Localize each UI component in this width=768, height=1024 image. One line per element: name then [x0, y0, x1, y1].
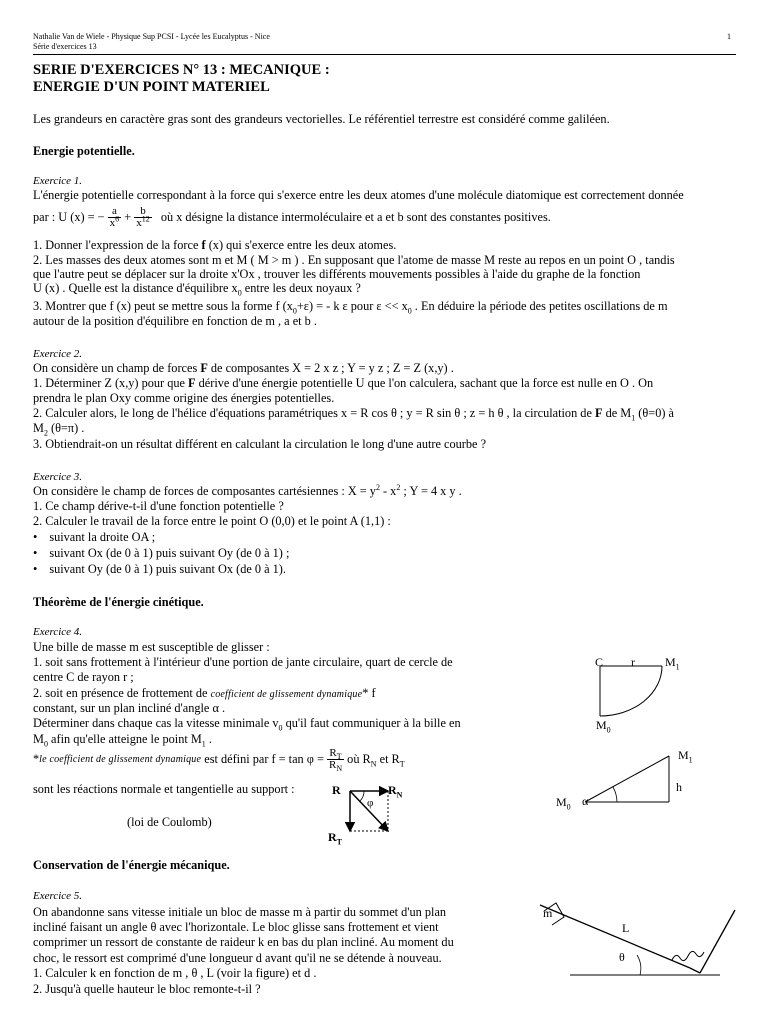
vector-label-r: R [332, 783, 341, 797]
ex4-footnote-fraction: $\frac{R_T}{R_N}$ [328, 747, 343, 774]
fig-label-m0: $M_0$ [596, 718, 611, 735]
intro-text: Les grandeurs en caractère gras sont des grandeurs vectorielles. Le référentiel terrestre est considéré comme galiléen. [33, 112, 610, 126]
ex5-question-1: 1. Calculer k en fonction de m , θ , L (voir la figure) et d . [33, 966, 317, 980]
spring-icon [672, 951, 704, 960]
ex3-question-2: 2. Calculer le travail de la force entre le point O (0,0) et le point A (1,1) : [33, 514, 391, 528]
ex4-question-2-line2: constant, sur un plan incliné d'angle α . [33, 701, 226, 715]
vector-label-rt: $R_T$ [328, 830, 343, 847]
ex2-question-1-line2: prendra le plan Oxy comme origine des énergies potentielles. [33, 391, 335, 405]
ex5-line2: incliné faisant un angle θ avec l'horizontale. Le bloc glisse sans frottement et vient [33, 920, 439, 934]
ex3-bullet-1: • suivant la droite OA ; [33, 530, 156, 544]
section-title-energie-potentielle: Energie potentielle. [33, 144, 135, 158]
page-title-line1: SERIE D'EXERCICES N° 13 : MECANIQUE : [33, 62, 330, 78]
bullet-icon: • [33, 546, 38, 560]
ex4-question-1-line1: 1. soit sans frottement à l'intérieur d'une portion de jante circulaire, quart de cercle de [33, 655, 453, 669]
ex1-line1: L'énergie potentielle correspondant à la force qui s'exerce entre les deux atomes d'une molécule diatomique est correctement donnée [33, 188, 684, 202]
alpha-arc [613, 787, 617, 802]
quarter-circle-arc [600, 666, 662, 716]
ex5-line1: On abandonne sans vitesse initiale un bloc de masse m à partir du sommet d'un plan [33, 905, 447, 919]
ex4-question-1-line2: centre C de rayon r ; [33, 670, 134, 684]
header-series: Série d'exercices 13 [33, 42, 97, 51]
ex4-line1: Une bille de masse m est susceptible de glisser : [33, 640, 270, 654]
ex3-bullet-2: • suivant Ox (de 0 à 1) puis suivant Oy (de 0 à 1) ; [33, 546, 290, 560]
fig2-label-h: h [676, 780, 682, 794]
vector-label-phi: φ [367, 797, 374, 809]
ex1-formula-line: par : U (x) = − $\frac{a}{x^6}$ + $\frac{b}{x^{12}}$ où x désigne la distance intermoléculaire et a et b sont des constantes positives. [33, 205, 551, 229]
ex2-question-3: 3. Obtiendrait-on un résultat différent en calculant la circulation le long d'une autre courbe ? [33, 437, 487, 451]
ex4-determine-line1: Déterminer dans chaque cas la vitesse minimale $v_0$ qu'il faut communiquer à la bille en [33, 716, 461, 733]
ex4-footnote-line1: *le coefficient de glissement dynamique est défini par f = tan φ = $\frac{R_T}{R_N}$ où $R_N$ et $R_T$ [33, 747, 405, 774]
exercise-1-label: Exercice 1. [33, 175, 83, 187]
header-author: Nathalie Van de Wiele - Physique Sup PCSI - Lycée les Eucalyptus - Nice [33, 32, 270, 41]
page-number: 1 [727, 32, 731, 41]
fig-label-r: r [631, 655, 635, 669]
ex2-question-2-line1: 2. Calculer alors, le long de l'hélice d'équations paramétriques x = R cos θ ; y = R sin θ ; z = h θ , la circulation de F de $M_1$ (θ=0) à [33, 406, 674, 423]
phi-arc [360, 791, 364, 801]
theta-arc [637, 955, 641, 975]
ex1-question-2-line2: que l'autre peut se déplacer sur la droite x'Ox , trouver les différents mouvements possibles à l'aide du graphe de la fonction [33, 267, 641, 281]
fig3-label-l: L [622, 921, 630, 935]
fig3-label-m: m [543, 906, 553, 920]
ex5-line4: choc, le ressort est comprimé d'une longueur d avant qu'il ne se détende à nouveau. [33, 951, 442, 965]
ex1-question-1: 1. Donner l'expression de la force f (x) qui s'exerce entre les deux atomes. [33, 238, 397, 252]
section-title-conservation: Conservation de l'énergie mécanique. [33, 858, 230, 872]
ex4-footnote-line2: sont les réactions normale et tangentielle au support : [33, 782, 295, 796]
ex4-question-2-line1: 2. soit en présence de frottement de coefficient de glissement dynamique* f [33, 686, 376, 700]
ex2-question-1-line1: 1. Déterminer Z (x,y) pour que F dérive d'une énergie potentielle U que l'on calculera, sachant que la force est nulle en O . On [33, 376, 654, 390]
spring-incline-figure [530, 895, 745, 985]
ex1-question-2-line1: 2. Les masses des deux atomes sont m et M ( M > m ) . En supposant que l'atome de masse M reste au repos en un point O , tandis [33, 253, 675, 267]
wall-line [700, 910, 735, 973]
fig2-label-m1: $M_1$ [678, 748, 693, 765]
ex1-fraction-b: $\frac{b}{x^{12}}$ [136, 205, 150, 229]
section-title-theoreme: Théorème de l'énergie cinétique. [33, 595, 204, 609]
slope-line [585, 756, 669, 802]
page-title-line2: ENERGIE D'UN POINT MATERIEL [33, 79, 270, 95]
fig2-label-alpha: α [582, 794, 589, 808]
fig2-label-m0: $M_0$ [556, 795, 571, 812]
vector-label-rn: $R_N$ [388, 783, 403, 800]
ex5-question-2: 2. Jusqu'à quelle hauteur le bloc remonte-t-il ? [33, 982, 261, 996]
ex3-bullet-3: • suivant Oy (de 0 à 1) puis suivant Ox (de 0 à 1). [33, 562, 286, 576]
incline-end [690, 968, 700, 973]
fig-label-c: C [595, 655, 604, 669]
header-rule [33, 54, 736, 55]
fig3-label-theta: θ [619, 950, 625, 964]
ex1-question-3-line1: 3. Montrer que f (x) peut se mettre sous la forme f $(x_0+\varepsilon)$ = - k ε pour $\varepsilon << x_0$ . En déduire la période des petites oscillations de m [33, 299, 668, 316]
ex2-question-2-line2: $M_2$ (θ=π) . [33, 421, 85, 438]
ex3-line1: On considère le champ de forces de composantes cartésiennes : $X = y^2 - x^2$ ; Y = 4 x y . [33, 482, 462, 498]
ex4-determine-line2: $M_0$ afin qu'elle atteigne le point $M_1$ . [33, 732, 212, 749]
fig-label-m1: $M_1$ [665, 655, 680, 672]
ex4-coulomb: (loi de Coulomb) [127, 815, 212, 829]
exercise-2-label: Exercice 2. [33, 348, 83, 360]
ex5-line3: comprimer un ressort de constante de raideur k en bas du plan incliné. Au moment du [33, 935, 454, 949]
ex1-fraction-a: $\frac{a}{x^6}$ [109, 205, 120, 229]
exercise-4-label: Exercice 4. [33, 626, 83, 638]
exercise-3-label: Exercice 3. [33, 471, 83, 483]
ex2-line1: On considère un champ de forces F de composantes X = 2 x z ; Y = y z ; Z = Z (x,y) . [33, 361, 454, 375]
ex1-question-2-line3: U (x) . Quelle est la distance d'équilibre $x_0$ entre les deux noyaux ? [33, 281, 361, 298]
exercise-5-label: Exercice 5. [33, 890, 83, 902]
inclined-plane-figure [575, 750, 685, 810]
bullet-icon: • [33, 530, 38, 544]
bullet-icon: • [33, 562, 38, 576]
ex1-question-3-line2: autour de la position d'équilibre en fonction de m , a et b . [33, 314, 317, 328]
ex3-question-1: 1. Ce champ dérive-t-il d'une fonction potentielle ? [33, 499, 284, 513]
